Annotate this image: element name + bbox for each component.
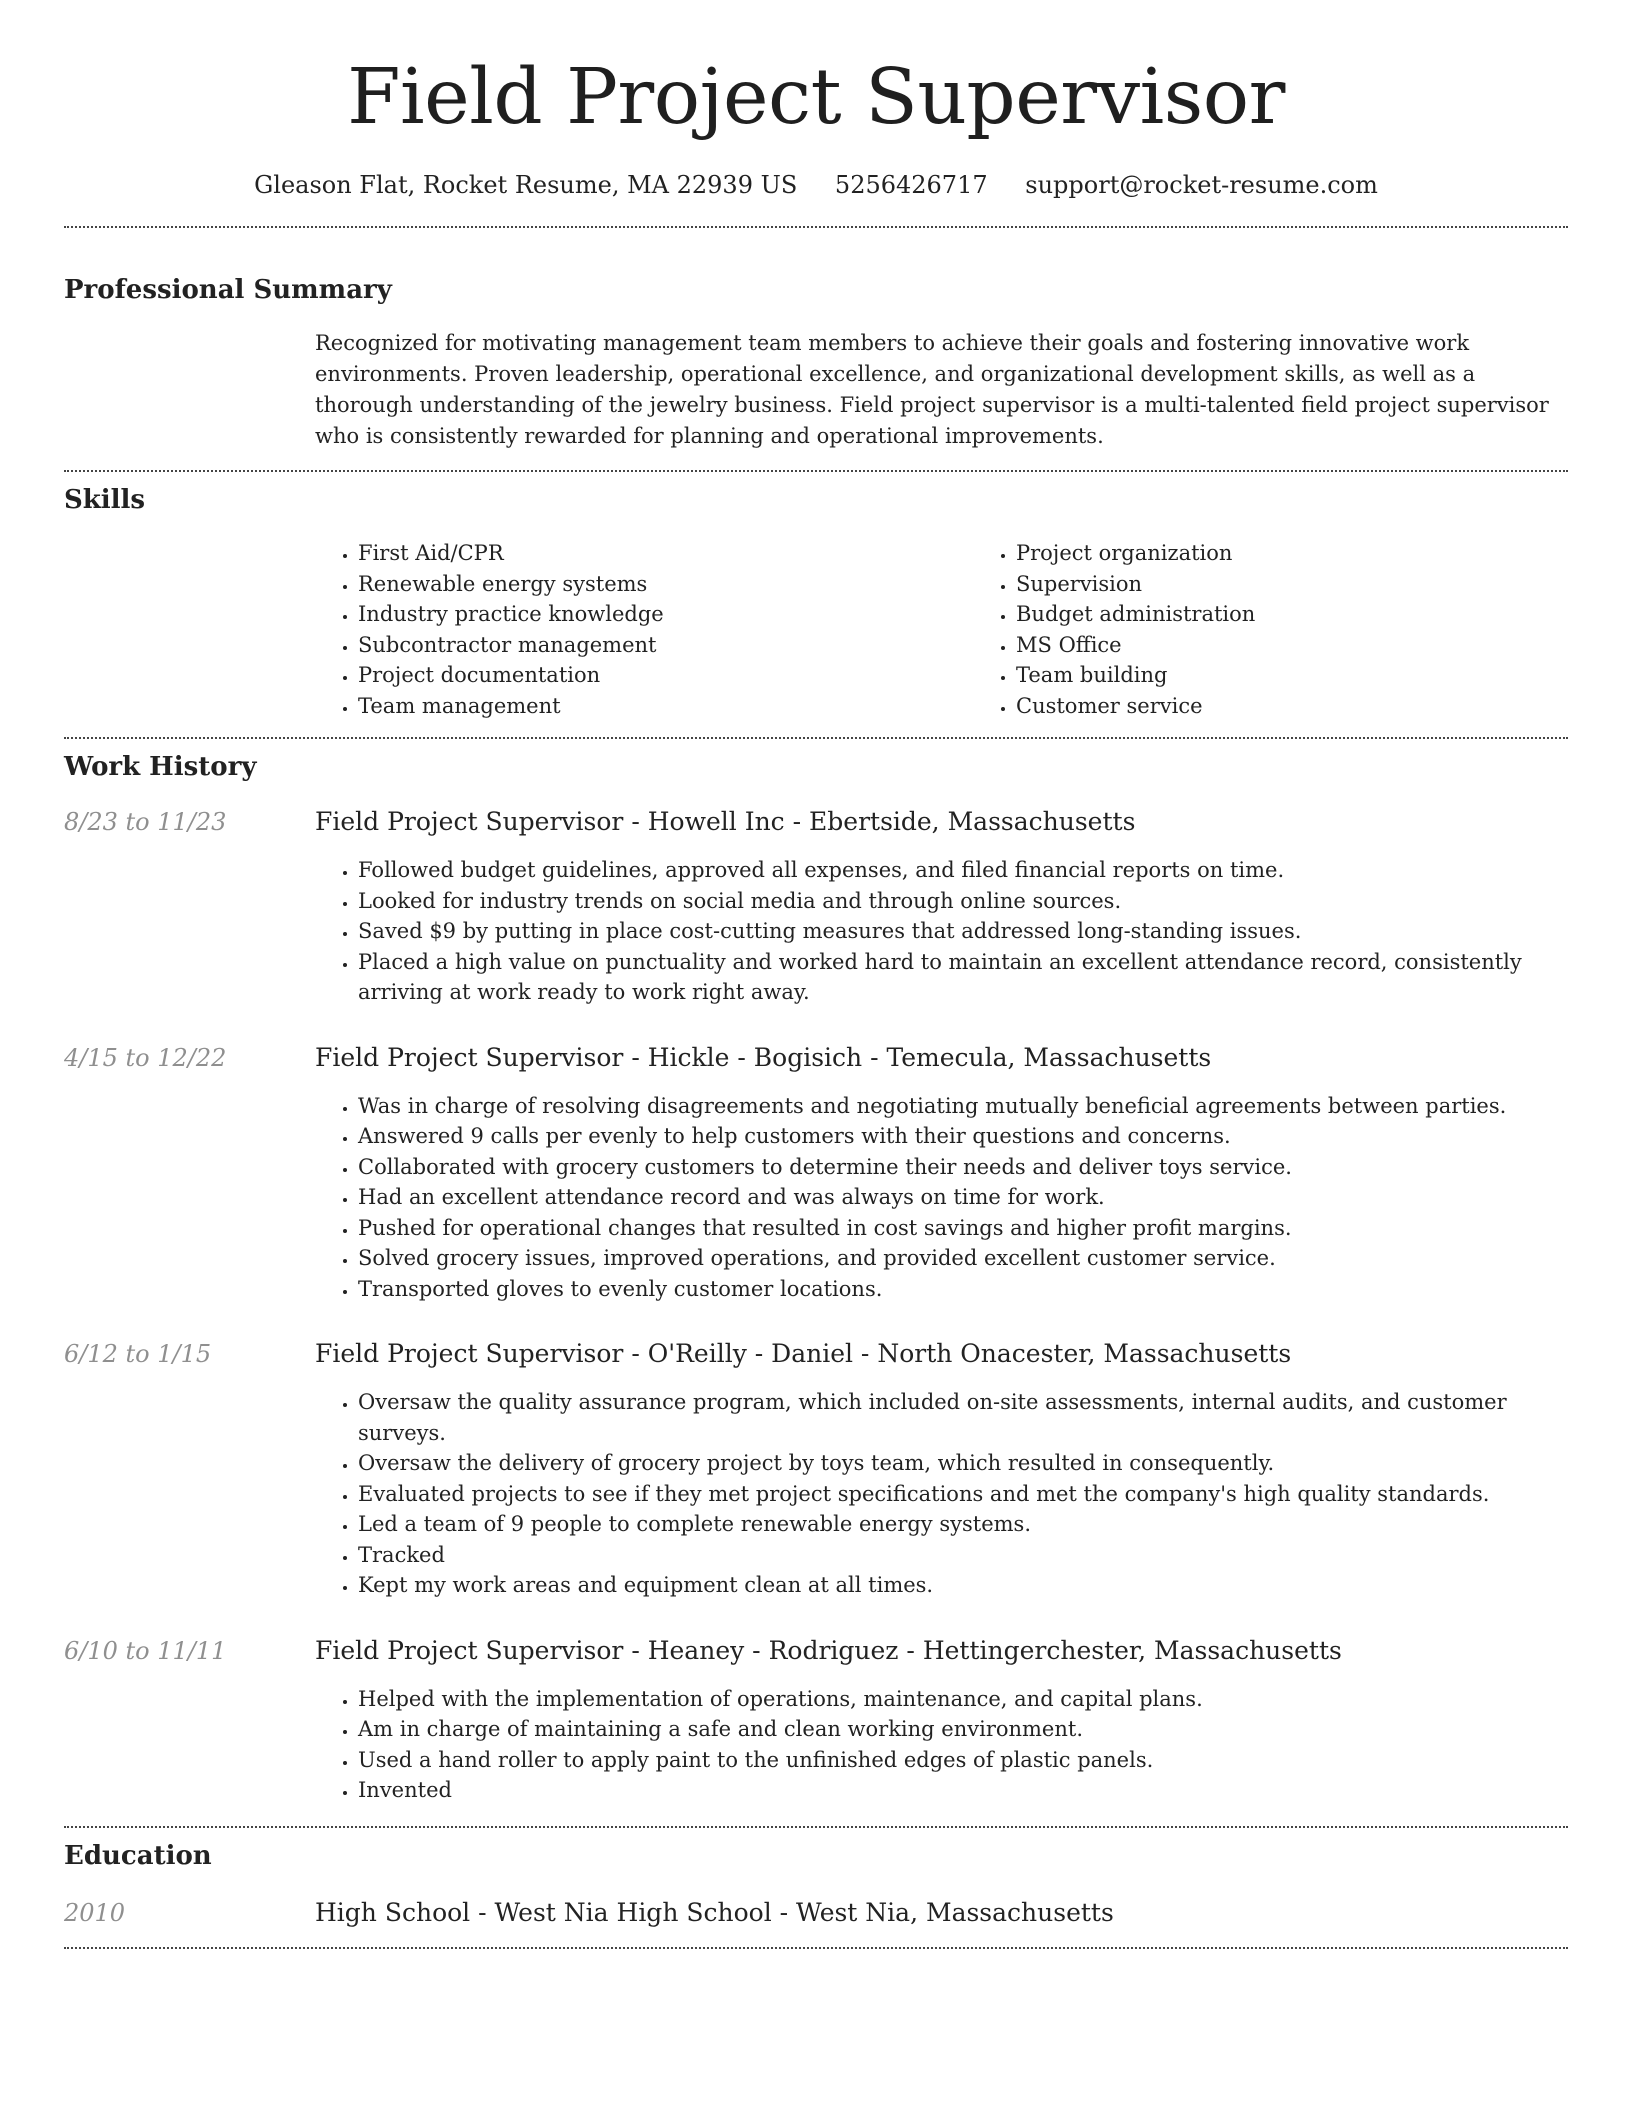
contact-phone: 5256426717 (834, 171, 988, 199)
skill-item: • MS Office (1016, 630, 1631, 661)
job-entry (64, 1636, 1568, 1806)
education-entry (64, 1898, 1568, 1928)
job-bullet: • Transported gloves to evenly customer locations. (358, 1274, 1568, 1305)
skill-item: • Team management (358, 691, 973, 722)
job-bullet: • Am in charge of maintaining a safe and clean working environment. (358, 1714, 1568, 1745)
summary-heading: Professional Summary (64, 275, 392, 305)
job-entry (64, 1339, 1568, 1601)
contact-email: support@rocket-resume.com (1025, 171, 1378, 199)
job-bullet: • Used a hand roller to apply paint to the unfinished edges of plastic panels. (358, 1745, 1568, 1776)
skill-item: • First Aid/CPR (358, 538, 973, 569)
job-bullet: • Oversaw the quality assurance program, which included on-site assessments, internal audits, and customer surveys. (358, 1387, 1568, 1448)
skills-list-right (973, 538, 1631, 721)
summary-row (64, 328, 1568, 452)
contact-line (64, 170, 1568, 200)
job-bullets (315, 1387, 1568, 1601)
job-bullet: • Had an excellent attendance record and was always on time for work. (358, 1182, 1568, 1213)
job-dates: 6/12 to 1/15 (64, 1340, 212, 1368)
skills-heading: Skills (64, 485, 146, 515)
skill-item: • Project organization (1016, 538, 1631, 569)
skill-item: • Industry practice knowledge (358, 599, 973, 630)
divider (64, 1947, 1568, 1949)
job-bullet: • Collaborated with grocery customers to determine their needs and deliver toys service. (358, 1152, 1568, 1183)
education-year: 2010 (64, 1898, 126, 1927)
job-dates: 6/10 to 11/11 (64, 1636, 227, 1665)
job-dates: 4/15 to 12/22 (64, 1043, 227, 1072)
work-history-section (64, 751, 1568, 1806)
skill-item: • Renewable energy systems (358, 569, 973, 600)
job-bullets (315, 855, 1568, 1008)
job-entry (64, 1043, 1568, 1305)
job-bullet: • Was in charge of resolving disagreements and negotiating mutually beneficial agreements between parties. (358, 1091, 1568, 1122)
job-heading: Field Project Supervisor - Heaney - Rodriguez - Hettingerchester, Massachusetts (315, 1635, 1342, 1665)
skill-item: • Customer service (1016, 691, 1631, 722)
job-heading: Field Project Supervisor - Hickle - Bogisich - Temecula, Massachusetts (315, 1042, 1212, 1072)
divider (64, 470, 1568, 472)
skill-item: • Project documentation (358, 660, 973, 691)
job-bullet: • Solved grocery issues, improved operations, and provided excellent customer service. (358, 1243, 1568, 1274)
contact-address: Gleason Flat, Rocket Resume, MA 22939 US (254, 171, 798, 199)
job-bullet: • Saved $9 by putting in place cost-cutting measures that addressed long-standing issues. (358, 916, 1568, 947)
job-bullet: • Answered 9 calls per evenly to help customers with their questions and concerns. (358, 1121, 1568, 1152)
skill-item: • Team building (1016, 660, 1631, 691)
job-bullet: • Oversaw the delivery of grocery project by toys team, which resulted in consequently. (358, 1448, 1568, 1479)
job-bullet: • Placed a high value on punctuality and worked hard to maintain an excellent attendance record, consistently arriving at work ready to work right away. (358, 947, 1568, 1008)
summary-section (64, 274, 1568, 452)
candidate-name: Field Project Supervisor (347, 53, 1285, 142)
job-bullet: • Helped with the implementation of operations, maintenance, and capital plans. (358, 1684, 1568, 1715)
resume-page (64, 0, 1568, 1949)
job-bullets (315, 1091, 1568, 1305)
skill-item: • Subcontractor management (358, 630, 973, 661)
summary-text: Recognized for motivating management team members to achieve their goals and fostering innovative work environments. Proven leadership, operational excellence, and organizational development skills, as well as a thorough understanding of the jewelry business. Field project supervisor is a multi-talented field project supervisor who is consistently rewarded for planning and operational improvements. (315, 331, 1549, 448)
job-dates: 8/23 to 11/23 (64, 808, 227, 836)
job-bullet: • Invented (358, 1775, 1568, 1806)
job-entry (64, 807, 1568, 1008)
skill-item: • Supervision (1016, 569, 1631, 600)
job-bullet: • Led a team of 9 people to complete renewable energy systems. (358, 1509, 1568, 1540)
skills-section (64, 484, 1568, 721)
education-section (64, 1840, 1568, 1928)
skills-row (64, 538, 1568, 721)
divider (64, 1826, 1568, 1828)
job-bullet: • Evaluated projects to see if they met project specifications and met the company's high quality standards. (358, 1479, 1568, 1510)
education-heading-line: High School - West Nia High School - West Nia, Massachusetts (315, 1897, 1114, 1927)
job-heading: Field Project Supervisor - Howell Inc - Ebertside, Massachusetts (315, 807, 1136, 836)
job-bullet: • Kept my work areas and equipment clean at all times. (358, 1570, 1568, 1601)
job-bullet: • Pushed for operational changes that resulted in cost savings and higher profit margins. (358, 1213, 1568, 1244)
education-heading: Education (64, 1840, 212, 1871)
job-bullet: • Followed budget guidelines, approved all expenses, and filed financial reports on time. (358, 855, 1568, 886)
divider (64, 226, 1568, 228)
job-bullets (315, 1684, 1568, 1806)
skills-list-left (315, 538, 973, 721)
divider (64, 737, 1568, 739)
job-bullet: • Tracked (358, 1540, 1568, 1571)
work-history-heading: Work History (64, 752, 257, 782)
job-heading: Field Project Supervisor - O'Reilly - Daniel - North Onacester, Massachusetts (315, 1339, 1292, 1368)
job-bullet: • Looked for industry trends on social media and through online sources. (358, 886, 1568, 917)
skill-item: • Budget administration (1016, 599, 1631, 630)
